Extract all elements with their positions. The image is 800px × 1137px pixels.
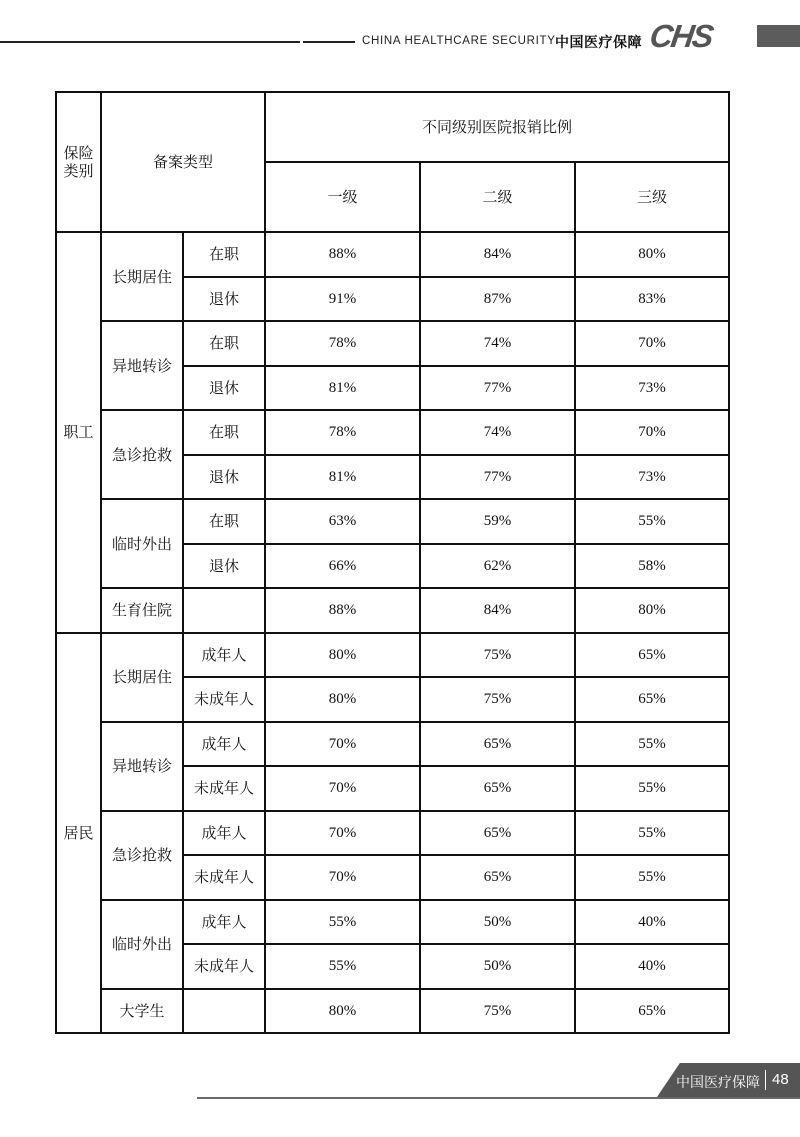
- ratio-cell-level-2: 62%: [420, 544, 575, 589]
- ratio-cell-level-2: 65%: [420, 811, 575, 856]
- level-3-header: 三级: [575, 162, 729, 232]
- ratio-cell-level-3: 55%: [575, 766, 729, 811]
- header-rule-right: [303, 41, 355, 43]
- sub-type-cell: 退休: [183, 277, 265, 322]
- sub-type-cell: 成年人: [183, 722, 265, 767]
- ratio-cell-level-3: 55%: [575, 722, 729, 767]
- ratio-cell-level-2: 50%: [420, 900, 575, 945]
- table-row: [56, 499, 729, 544]
- sub-type-cell: 退休: [183, 366, 265, 411]
- table-row: [56, 588, 729, 633]
- ratio-cell-level-2: 87%: [420, 277, 575, 322]
- filing-type-cell: 异地转诊: [101, 321, 183, 410]
- ratio-cell-level-1: 70%: [265, 811, 420, 856]
- ratio-cell-level-3: 55%: [575, 811, 729, 856]
- ratio-cell-level-1: 78%: [265, 321, 420, 366]
- ratio-cell-level-1: 70%: [265, 766, 420, 811]
- table-row: [56, 900, 729, 945]
- header-chinese-title: 中国医疗保障: [555, 35, 642, 51]
- table-row: [56, 232, 729, 277]
- footer-separator: [765, 1070, 766, 1090]
- sub-type-cell: 退休: [183, 544, 265, 589]
- sub-type-cell: 未成年人: [183, 766, 265, 811]
- ratio-cell-level-2: 75%: [420, 677, 575, 722]
- sub-type-cell: [183, 989, 265, 1034]
- sub-type-cell: 成年人: [183, 633, 265, 678]
- ratio-cell-level-3: 65%: [575, 677, 729, 722]
- ratio-cell-level-1: 55%: [265, 944, 420, 989]
- ratio-cell-level-3: 70%: [575, 410, 729, 455]
- filing-type-cell: 临时外出: [101, 499, 183, 588]
- ratio-cell-level-3: 65%: [575, 989, 729, 1034]
- ratio-cell-level-1: 70%: [265, 855, 420, 900]
- ratio-cell-level-3: 65%: [575, 633, 729, 678]
- filing-type-cell: 急诊抢救: [101, 811, 183, 900]
- header-gray-block: [757, 25, 800, 47]
- ratio-cell-level-3: 73%: [575, 366, 729, 411]
- page-number: 48: [772, 1071, 789, 1088]
- ratio-cell-level-3: 55%: [575, 499, 729, 544]
- ratio-cell-level-1: 70%: [265, 722, 420, 767]
- chs-logo: CHS: [647, 18, 715, 54]
- ratio-cell-level-2: 65%: [420, 855, 575, 900]
- ratio-cell-level-2: 75%: [420, 633, 575, 678]
- ratio-cell-level-2: 50%: [420, 944, 575, 989]
- ratio-cell-level-1: 81%: [265, 455, 420, 500]
- header-row: [56, 92, 729, 162]
- ratio-cell-level-2: 59%: [420, 499, 575, 544]
- filing-type-header: 备案类型: [101, 92, 265, 232]
- ratio-cell-level-1: 80%: [265, 633, 420, 678]
- table-row: [56, 633, 729, 678]
- header-rule-left: [0, 41, 300, 43]
- ratio-cell-level-2: 75%: [420, 989, 575, 1034]
- level-1-header: 一级: [265, 162, 420, 232]
- ratio-cell-level-1: 55%: [265, 900, 420, 945]
- ratio-cell-level-2: 74%: [420, 321, 575, 366]
- ratio-cell-level-1: 80%: [265, 677, 420, 722]
- ratio-cell-level-1: 81%: [265, 366, 420, 411]
- sub-type-cell: 在职: [183, 410, 265, 455]
- table-row: [56, 989, 729, 1034]
- sub-type-cell: [183, 588, 265, 633]
- ratio-cell-level-2: 84%: [420, 588, 575, 633]
- table-row: [56, 722, 729, 767]
- ratio-cell-level-3: 55%: [575, 855, 729, 900]
- reimbursement-ratio-table: [55, 91, 730, 1034]
- table-row: [56, 811, 729, 856]
- insurance-category-cell: 职工: [56, 232, 101, 633]
- table-row: [56, 321, 729, 366]
- ratio-cell-level-3: 40%: [575, 944, 729, 989]
- ratio-cell-level-1: 91%: [265, 277, 420, 322]
- ratio-cell-level-3: 40%: [575, 900, 729, 945]
- ratio-cell-level-3: 80%: [575, 232, 729, 277]
- ratio-cell-level-3: 58%: [575, 544, 729, 589]
- ratio-cell-level-2: 77%: [420, 366, 575, 411]
- ratio-cell-level-3: 83%: [575, 277, 729, 322]
- ratio-cell-level-3: 73%: [575, 455, 729, 500]
- sub-type-cell: 在职: [183, 499, 265, 544]
- sub-type-cell: 未成年人: [183, 944, 265, 989]
- filing-type-cell: 长期居住: [101, 633, 183, 722]
- footer-title: 中国医疗保障: [676, 1075, 760, 1091]
- level-2-header: 二级: [420, 162, 575, 232]
- header-english-title: CHINA HEALTHCARE SECURITY: [362, 35, 556, 47]
- filing-type-cell: 生育住院: [101, 588, 183, 633]
- ratio-title-header: 不同级别医院报销比例: [265, 92, 729, 162]
- ratio-cell-level-1: 88%: [265, 588, 420, 633]
- sub-type-cell: 退休: [183, 455, 265, 500]
- filing-type-cell: 异地转诊: [101, 722, 183, 811]
- sub-type-cell: 成年人: [183, 900, 265, 945]
- sub-type-cell: 在职: [183, 232, 265, 277]
- ratio-cell-level-1: 78%: [265, 410, 420, 455]
- sub-type-cell: 未成年人: [183, 855, 265, 900]
- sub-type-cell: 在职: [183, 321, 265, 366]
- ratio-cell-level-1: 63%: [265, 499, 420, 544]
- sub-type-cell: 成年人: [183, 811, 265, 856]
- ratio-cell-level-3: 70%: [575, 321, 729, 366]
- ratio-cell-level-1: 88%: [265, 232, 420, 277]
- table-row: [56, 410, 729, 455]
- insurance-type-header: 保险 类别: [56, 92, 101, 232]
- ratio-cell-level-3: 80%: [575, 588, 729, 633]
- filing-type-cell: 临时外出: [101, 900, 183, 989]
- ratio-cell-level-1: 80%: [265, 989, 420, 1034]
- ratio-cell-level-2: 74%: [420, 410, 575, 455]
- ratio-cell-level-2: 84%: [420, 232, 575, 277]
- insurance-category-cell: 居民: [56, 633, 101, 1034]
- footer-rule: [197, 1097, 800, 1099]
- ratio-cell-level-2: 65%: [420, 766, 575, 811]
- ratio-cell-level-2: 77%: [420, 455, 575, 500]
- ratio-cell-level-2: 65%: [420, 722, 575, 767]
- filing-type-cell: 急诊抢救: [101, 410, 183, 499]
- sub-type-cell: 未成年人: [183, 677, 265, 722]
- ratio-cell-level-1: 66%: [265, 544, 420, 589]
- filing-type-cell: 长期居住: [101, 232, 183, 321]
- filing-type-cell: 大学生: [101, 989, 183, 1034]
